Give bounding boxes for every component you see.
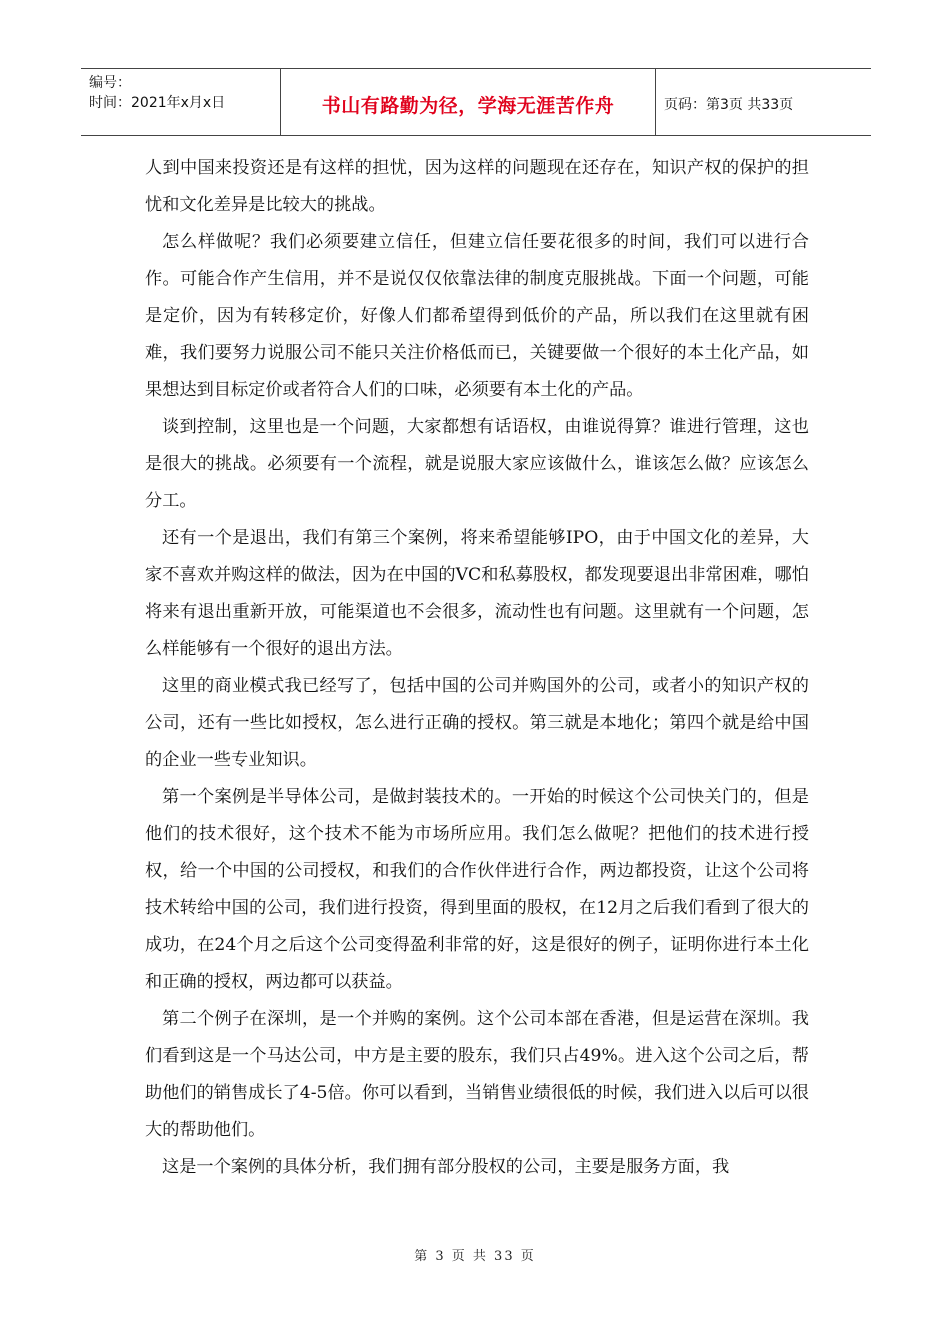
paragraph: 这里的商业模式我已经写了，包括中国的公司并购国外的公司，或者小的知识产权的公司，还有一些比如授权，怎么进行正确的授权。第三就是本地化；第四个就是给中国的企业一些专业知识。	[145, 676, 809, 770]
paragraph: 还有一个是退出，我们有第三个案例，将来希望能够IPO，由于中国文化的差异，大家不喜欢并购这样的做法，因为在中国的VC和私募股权，都发现要退出非常困难，哪怕将来有退出重新开放，可能渠道也不会很多，流动性也有问题。这里就有一个问题，怎么样能够有一个很好的退出方法。	[145, 528, 809, 659]
date-label: 时间：2021年x月x日	[89, 95, 226, 111]
paragraph: 谈到控制，这里也是一个问题，大家都想有话语权，由谁说得算？谁进行管理，这也是很大的挑战。必须要有一个流程，就是说服大家应该做什么，谁该怎么做？应该怎么分工。	[145, 417, 809, 511]
motto-text: 书山有路勤为径，学海无涯苦作舟	[321, 94, 615, 117]
page-number-label: 页码：第3页 共33页	[664, 97, 794, 113]
page-footer	[0, 1245, 950, 1264]
header-page-cell	[656, 69, 871, 135]
paragraph: 怎么样做呢？我们必须要建立信任，但建立信任要花很多的时间，我们可以进行合作。可能合作产生信用，并不是说仅仅依靠法律的制度克服挑战。下面一个问题，可能是定价，因为有转移定价，好像人们都希望得到低价的产品，所以我们在这里就有困难，我们要努力说服公司不能只关注价格低而已，关键要做一个很好的本土化产品，如果想达到目标定价或者符合人们的口味，必须要有本土化的产品。	[145, 232, 809, 400]
serial-number-label: 编号：	[89, 75, 131, 91]
paragraph: 第一个案例是半导体公司，是做封装技术的。一开始的时候这个公司快关门的，但是他们的技术很好，这个技术不能为市场所应用。我们怎么做呢？把他们的技术进行授权，给一个中国的公司授权，和我们的合作伙伴进行合作，两边都投资，让这个公司将技术转给中国的公司，我们进行投资，得到里面的股权，在12月之后我们看到了很大的成功，在24个月之后这个公司变得盈利非常的好，这是很好的例子，证明你进行本土化和正确的授权，两边都可以获益。	[145, 787, 809, 992]
page-header	[81, 68, 871, 136]
paragraph: 这是一个案例的具体分析，我们拥有部分股权的公司，主要是服务方面，我	[162, 1157, 730, 1177]
paragraph: 第二个例子在深圳，是一个并购的案例。这个公司本部在香港，但是运营在深圳。我们看到这是一个马达公司，中方是主要的股东，我们只占49%。进入这个公司之后，帮助他们的销售成长了4-5倍。你可以看到，当销售业绩很低的时候，我们进入以后可以很大的帮助他们。	[145, 1009, 809, 1140]
paragraph-continuation: 人到中国来投资还是有这样的担忧，因为这样的问题现在还存在，知识产权的保护的担忧和文化差异是比较大的挑战。	[145, 158, 809, 215]
header-meta-cell	[81, 69, 281, 135]
header-motto-cell	[281, 69, 656, 135]
footer-page-number: 第 3 页 共 33 页	[414, 1249, 536, 1264]
document-body	[145, 150, 809, 1186]
